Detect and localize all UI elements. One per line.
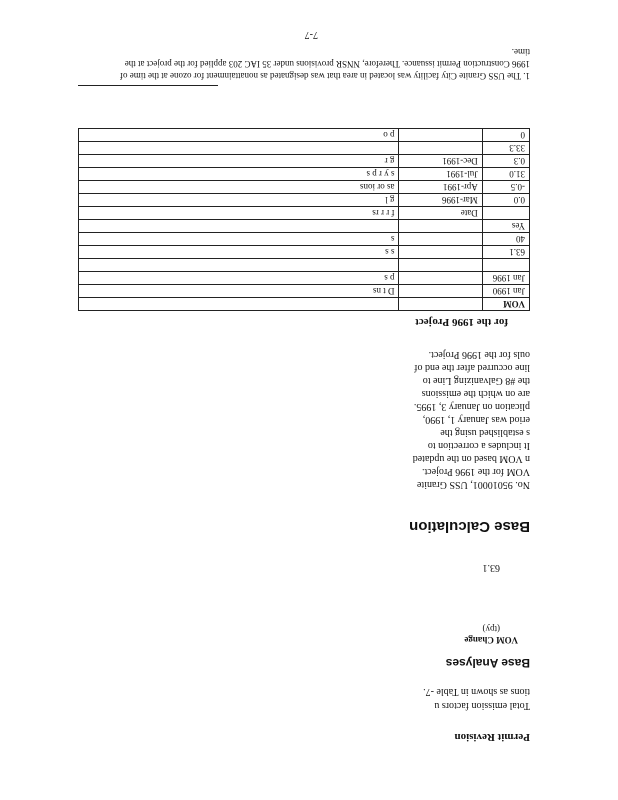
table-cell: Yes	[482, 220, 529, 233]
page-number: 7-7	[304, 29, 318, 40]
table-row	[79, 220, 530, 233]
table-row	[79, 194, 530, 207]
paragraph-line: n VOM based on the updated	[412, 453, 530, 464]
table-row	[79, 259, 530, 272]
table-cell	[399, 272, 482, 285]
paragraph-line: No. 95010001, USS Granite	[416, 479, 530, 490]
table-cell: Dec-1991	[399, 155, 482, 168]
table-cell: s	[79, 233, 399, 246]
intro-line: Total emission factors u	[434, 700, 530, 711]
table-cell: s s	[79, 246, 399, 259]
table-cell: 40	[482, 233, 529, 246]
table-cell	[79, 142, 399, 155]
footnote-line: time.	[511, 47, 530, 57]
table-cell	[399, 129, 482, 142]
table-cell	[79, 220, 399, 233]
table-cell: f r r rs	[79, 207, 399, 220]
table-cell: s y r p s	[79, 168, 399, 181]
footnote-divider	[78, 85, 218, 86]
table-cell: Mar-1996	[399, 194, 482, 207]
voc-change-label: VOM Change	[464, 635, 518, 645]
voc-change-unit: (tpy)	[482, 624, 500, 634]
table-cell: -0.5	[482, 181, 529, 194]
table-cell	[399, 233, 482, 246]
table-cell	[399, 298, 482, 311]
table-row	[79, 246, 530, 259]
table-cell: 0.3	[482, 155, 529, 168]
table-cell: D t ns	[79, 285, 399, 298]
paragraph-line: ouls for the 1996 Project.	[428, 349, 530, 360]
table-cell	[79, 259, 399, 272]
voc-change-value: 63.1	[482, 562, 500, 573]
table-cell: VOM	[482, 298, 529, 311]
table-cell	[399, 220, 482, 233]
table-cell	[399, 246, 482, 259]
table-cell	[399, 259, 482, 272]
table-row	[79, 168, 530, 181]
table-cell: Date	[399, 207, 482, 220]
table-cell: Jul-1991	[399, 168, 482, 181]
table-row	[79, 272, 530, 285]
table-cell: 0	[482, 129, 529, 142]
paragraph-line: the #8 Galvanizing Line to	[422, 375, 530, 386]
table-cell: 0.0	[482, 194, 529, 207]
analysis-heading: Base Analyses	[445, 656, 530, 670]
paragraph-line: s established using the	[440, 427, 530, 438]
table-title: for the 1996 Project	[415, 316, 508, 328]
section-title: Permit Revision	[454, 731, 530, 743]
table-row	[79, 207, 530, 220]
table-cell	[399, 142, 482, 155]
table-cell: g r	[79, 155, 399, 168]
footnote-line: 1. The USS Granite City facility was located in area that was designated as nonattainment for ozone at the time of	[120, 71, 530, 81]
table-cell: g l	[79, 194, 399, 207]
table-row	[79, 155, 530, 168]
table-cell: 33.3	[482, 142, 529, 155]
table-cell: 63.1	[482, 246, 529, 259]
paragraph-line: are on which the emissions	[421, 388, 530, 399]
table-cell: p o	[79, 129, 399, 142]
paragraph-line: VOM for the 1996 Project.	[421, 466, 530, 477]
table-cell: p s	[79, 272, 399, 285]
intro-line: tions as shown in Table -7.	[423, 686, 530, 697]
table-cell: Apr-1991	[399, 181, 482, 194]
table-row	[79, 233, 530, 246]
table-cell: Jan 1996	[482, 272, 529, 285]
table-row	[79, 142, 530, 155]
table-row	[79, 285, 530, 298]
paragraph-line: line occurred after the end of	[414, 362, 530, 373]
paragraph-line: eriod was January 1, 1990,	[422, 414, 530, 425]
table-row	[79, 298, 530, 311]
table-cell: 31.0	[482, 168, 529, 181]
paragraph-line: plication on January 3, 1995.	[413, 401, 530, 412]
table-cell	[482, 207, 529, 220]
paragraph-line: It includes a correction to	[427, 440, 530, 451]
table-cell	[399, 285, 482, 298]
table-row	[79, 181, 530, 194]
table-cell: as or ions	[79, 181, 399, 194]
emissions-table	[78, 128, 530, 311]
table-row	[79, 129, 530, 142]
table-cell	[79, 298, 399, 311]
table-cell	[482, 259, 529, 272]
footnote-line: 1996 Construction Permit issuance. Therefore, NNSR provisions under 35 IAC 203 applied for the project at the	[124, 59, 530, 69]
calc-heading: Base Calculation	[409, 518, 530, 535]
table-cell: Jan 1990	[482, 285, 529, 298]
